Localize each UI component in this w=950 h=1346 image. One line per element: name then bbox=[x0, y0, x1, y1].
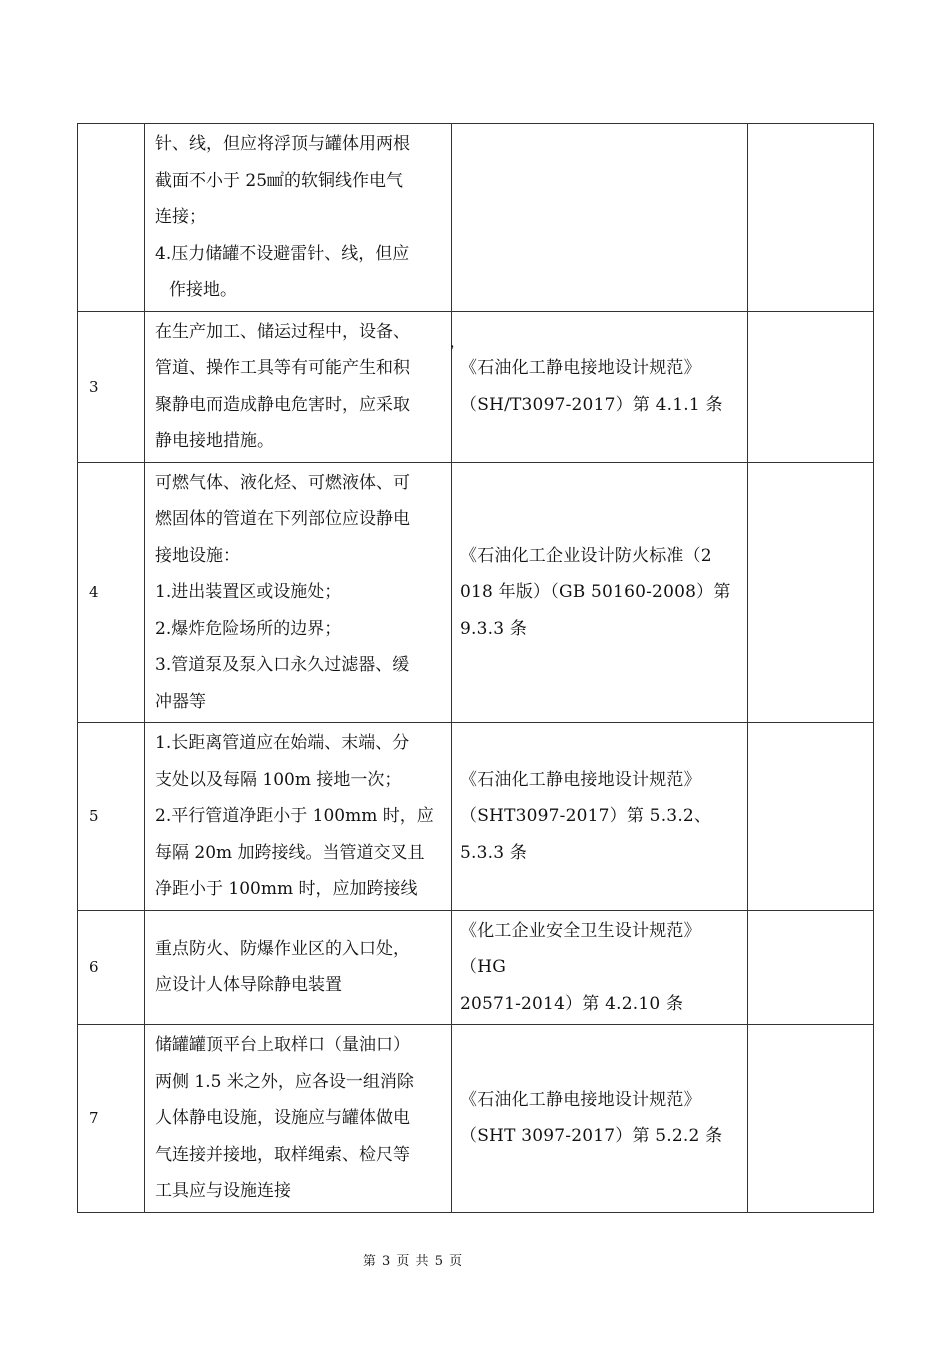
requirement-line: 冲器等 bbox=[155, 691, 206, 712]
requirement-line: 2.平行管道净距小于 100mm 时，应 bbox=[155, 806, 434, 826]
item-number-cell bbox=[78, 124, 145, 312]
requirement-line: 作接地。 bbox=[169, 280, 237, 300]
reference-line: 20571-2014）第 4.2.10 条 bbox=[460, 993, 684, 1014]
requirement-line: 人体静电设施，设施应与罐体做电 bbox=[155, 1108, 410, 1128]
requirement-line: 气连接并接地，取样绳索、检尺等 bbox=[155, 1144, 410, 1165]
requirement-line: 每隔 20m 加跨接线。当管道交叉且 bbox=[155, 842, 425, 863]
reference-cell bbox=[452, 311, 748, 462]
reference-cell bbox=[452, 723, 748, 911]
requirement-line: 可燃气体、液化烃、可燃液体、可 bbox=[155, 472, 410, 493]
remarks-cell bbox=[748, 1025, 874, 1213]
requirement-line: 截面不小于 25㎟的软铜线作电气 bbox=[155, 170, 404, 191]
reference-line: 《石油化工企业设计防火标准（2 bbox=[460, 545, 712, 566]
requirement-line: 应设计人体导除静电装置 bbox=[155, 975, 342, 996]
requirement-cell bbox=[145, 723, 452, 911]
reference-line: 5.3.3 条 bbox=[460, 842, 528, 863]
table-row bbox=[78, 723, 874, 911]
requirement-line: 净距小于 100mm 时，应加跨接线 bbox=[155, 879, 418, 899]
remarks-cell bbox=[748, 462, 874, 723]
remarks-cell bbox=[748, 311, 874, 462]
item-number-cell: 3 bbox=[78, 311, 145, 462]
remarks-cell bbox=[748, 723, 874, 911]
requirement-line: 静电接地措施。 bbox=[155, 431, 274, 451]
standards-table bbox=[77, 123, 874, 1213]
remarks-cell bbox=[748, 124, 874, 312]
table-row bbox=[78, 311, 874, 462]
requirement-line: 针、线，但应将浮顶与罐体用两根 bbox=[155, 134, 410, 154]
requirement-line: 聚静电而造成静电危害时，应采取 bbox=[155, 394, 410, 415]
reference-line: （HG bbox=[460, 957, 507, 977]
requirement-line: 支处以及每隔 100m 接地一次； bbox=[155, 769, 402, 790]
requirement-line: 1.长距离管道应在始端、末端、分 bbox=[155, 733, 410, 753]
reference-line: （SHT3097-2017）第 5.3.2、 bbox=[460, 806, 712, 826]
requirement-line: 工具应与设施连接 bbox=[155, 1181, 291, 1201]
requirement-line: 2.爆炸危险场所的边界； bbox=[155, 618, 342, 639]
table-row bbox=[78, 910, 874, 1025]
requirement-cell bbox=[145, 462, 452, 723]
table-row bbox=[78, 462, 874, 723]
stray-comma-mark: ， bbox=[450, 335, 464, 351]
reference-line: 9.3.3 条 bbox=[460, 618, 528, 639]
requirement-cell bbox=[145, 124, 452, 312]
requirement-cell bbox=[145, 910, 452, 1025]
table-row bbox=[78, 124, 874, 312]
item-number-cell: 7 bbox=[78, 1025, 145, 1213]
reference-line: （SHT 3097-2017）第 5.2.2 条 bbox=[460, 1126, 723, 1147]
reference-cell bbox=[452, 1025, 748, 1213]
reference-line: 《石油化工静电接地设计规范》 bbox=[460, 769, 701, 790]
reference-cell bbox=[452, 910, 748, 1025]
reference-line: 018 年版）（GB 50160-2008）第 bbox=[460, 582, 731, 602]
requirement-cell bbox=[145, 311, 452, 462]
requirement-line: 在生产加工、储运过程中，设备、 bbox=[155, 321, 410, 342]
requirement-line: 管道、操作工具等有可能产生和积 bbox=[155, 358, 410, 378]
requirement-line: 4.压力储罐不设避雷针、线，但应 bbox=[155, 243, 410, 264]
reference-line: 《石油化工静电接地设计规范》 bbox=[460, 1089, 701, 1110]
requirement-line: 储罐罐顶平台上取样口（量油口） bbox=[155, 1035, 410, 1055]
remarks-cell bbox=[748, 910, 874, 1025]
item-number-cell: 6 bbox=[78, 910, 145, 1025]
requirement-line: 3.管道泵及泵入口永久过滤器、缓 bbox=[155, 655, 410, 675]
requirement-line: 重点防火、防爆作业区的入口处， bbox=[155, 938, 410, 959]
item-number-cell: 4 bbox=[78, 462, 145, 723]
requirement-line: 燃固体的管道在下列部位应设静电 bbox=[155, 509, 410, 529]
requirement-line: 接地设施： bbox=[155, 545, 240, 566]
reference-line: 《化工企业安全卫生设计规范》 bbox=[460, 920, 701, 941]
requirement-line: 两侧 1.5 米之外，应各设一组消除 bbox=[155, 1071, 414, 1092]
item-number-cell: 5 bbox=[78, 723, 145, 911]
requirement-line: 1.进出装置区或设施处； bbox=[155, 582, 342, 602]
page-footer: 第 3 页 共 5 页 bbox=[362, 1254, 464, 1269]
requirement-line: 连接； bbox=[155, 207, 206, 227]
reference-cell bbox=[452, 462, 748, 723]
reference-line: （SH/T3097-2017）第 4.1.1 条 bbox=[460, 394, 723, 415]
table-row bbox=[78, 1025, 874, 1213]
requirement-cell bbox=[145, 1025, 452, 1213]
reference-cell bbox=[452, 124, 748, 312]
reference-line: 《石油化工静电接地设计规范》 bbox=[460, 358, 701, 378]
